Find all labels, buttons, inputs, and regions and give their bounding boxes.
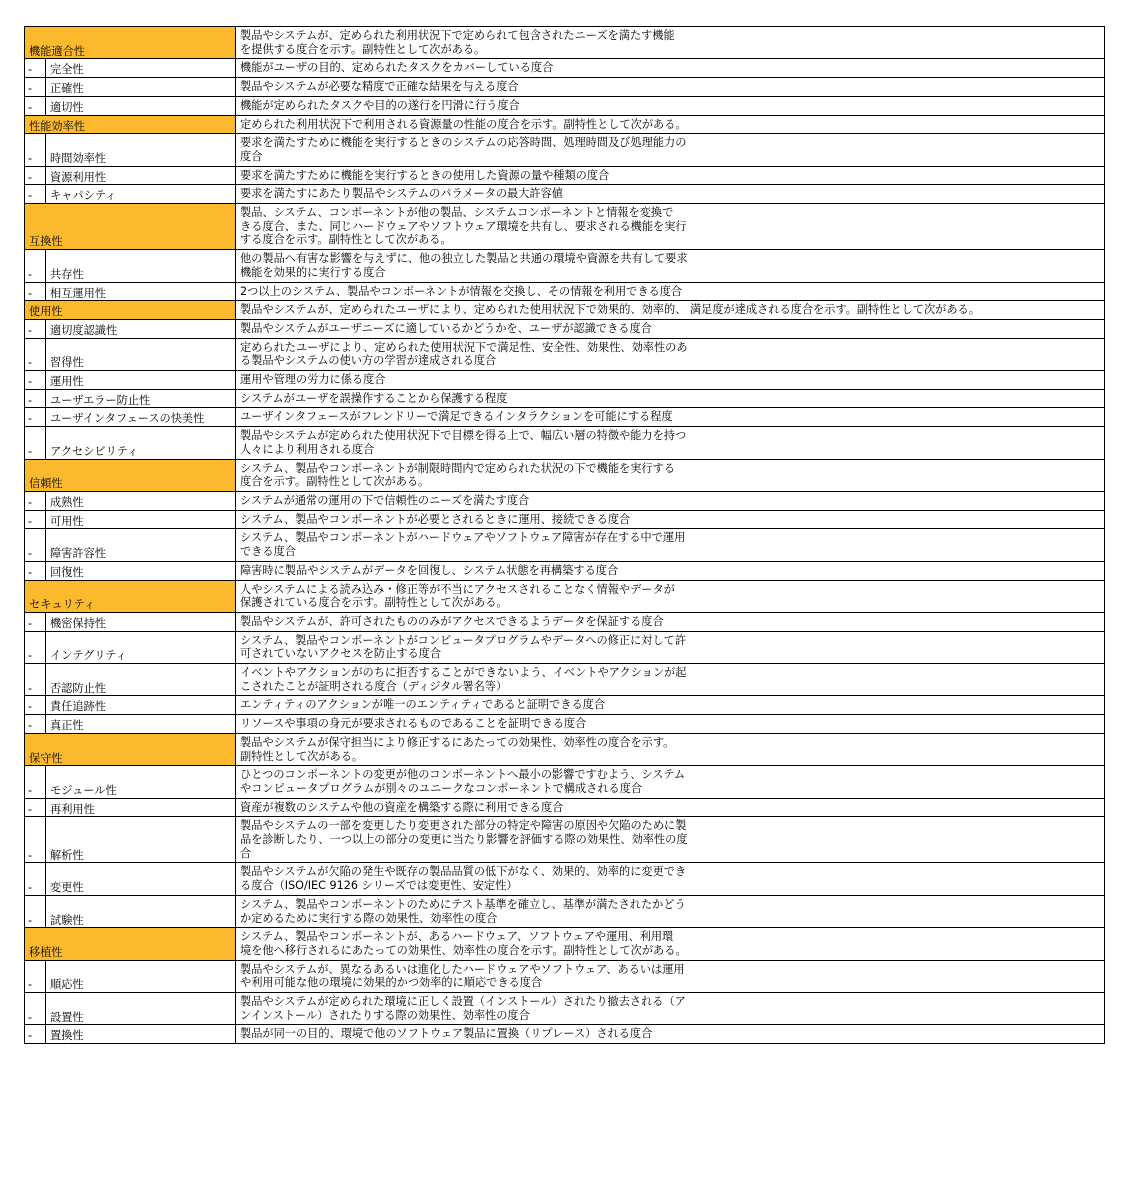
table-row: [25, 664, 1105, 696]
description-cell: [236, 338, 1105, 370]
description-line: 要求を満たすにあたり製品やシステムのパラメータの最大許容値: [240, 187, 563, 201]
row-marker: -: [25, 59, 46, 78]
subcharacteristic-name: 完全性: [46, 59, 236, 78]
category-name: 互換性: [25, 204, 236, 250]
subcharacteristic-name: 適切性: [46, 96, 236, 115]
description-line: システム、製品やコンポーネントがコンピュータプログラムやデータへの修正に対して許: [240, 633, 687, 647]
subcharacteristic-name: 障害許容性: [46, 529, 236, 561]
subcharacteristic-name: ユーザエラー防止性: [46, 389, 236, 408]
row-marker: -: [25, 166, 46, 185]
description-line: できる度合: [240, 545, 296, 559]
description-cell: [236, 96, 1105, 115]
description-line: 製品やシステムの一部を変更したり変更された部分の特定や障害の原因や欠陥のために製: [240, 819, 687, 833]
description-cell: [236, 282, 1105, 301]
category-name: 保守性: [25, 733, 236, 765]
table-row: [25, 817, 1105, 863]
description-line: システム、製品やコンポーネントのためにテスト基準を確立し、基準が満たされたかどう: [240, 897, 686, 911]
description-line: ンインストール）されたりする際の効果性、効率性の度合: [240, 1008, 530, 1022]
subcharacteristic-name: キャパシティ: [46, 185, 236, 204]
description-line: きる度合、また、同じハードウェアやソフトウェア環境を共有し、要求される機能を実行: [240, 219, 687, 233]
description-line: 製品やシステムが、許可されたもののみがアクセスできるようデータを保証する度合: [240, 614, 664, 628]
subcharacteristic-name: 否認防止性: [46, 664, 236, 696]
subcharacteristic-name: モジュール性: [46, 766, 236, 798]
table-row: [25, 319, 1105, 338]
row-marker: -: [25, 408, 46, 427]
description-cell: [236, 631, 1105, 663]
table-row: [25, 1025, 1105, 1044]
row-marker: -: [25, 895, 46, 927]
row-marker: -: [25, 338, 46, 370]
row-marker: -: [25, 993, 46, 1025]
description-line: やコンピュータプログラムが別々のユニークなコンポーネントで構成される度合: [240, 781, 643, 795]
description-line: 境を他へ移行されるにあたっての効果性、効率性の度合を示す。副特性として次がある。: [240, 943, 687, 957]
table-body: [25, 27, 1105, 1044]
description-line: ユーザインタフェースがフレンドリーで満足できるインタラクションを可能にする程度: [240, 410, 673, 424]
description-cell: [236, 371, 1105, 390]
subcharacteristic-name: 機密保持性: [46, 612, 236, 631]
row-marker: -: [25, 664, 46, 696]
description-line: 人々により利用される度合: [240, 442, 375, 456]
row-marker: -: [25, 491, 46, 510]
description-cell: [236, 580, 1105, 612]
description-line: 製品、システム、コンポーネントが他の製品、システムコンポーネントと情報を変換で: [240, 206, 674, 220]
description-line: システム、製品やコンポーネントが、あるハードウェア、ソフトウェアや運用、利用環: [240, 930, 674, 944]
description-cell: [236, 960, 1105, 992]
description-line: 他の製品へ有害な影響を与えずに、他の独立した製品と共通の環境や資源を共有して要求: [240, 252, 688, 266]
table-row: [25, 166, 1105, 185]
description-line: システムがユーザを誤操作することから保護する程度: [240, 391, 508, 405]
subcharacteristic-name: 変更性: [46, 863, 236, 895]
description-line: を提供する度合を示す。副特性として次がある。: [240, 42, 486, 56]
row-marker: -: [25, 96, 46, 115]
table-row: [25, 529, 1105, 561]
table-row: [25, 282, 1105, 301]
row-marker: -: [25, 319, 46, 338]
table-row: [25, 389, 1105, 408]
table-row: [25, 250, 1105, 282]
row-marker: -: [25, 282, 46, 301]
description-line: 製品やシステムが、定められた利用状況下で定められて包含されたニーズを満たす機能: [240, 29, 675, 42]
description-line: か定めるために実行する際の効果性、効率性の度合: [240, 911, 498, 925]
description-cell: [236, 301, 1105, 320]
description-line: 保護されている度合を示す。副特性として次がある。: [240, 596, 508, 610]
description-cell: [236, 561, 1105, 580]
category-row: [25, 733, 1105, 765]
description-line: 度合: [240, 149, 263, 163]
subcharacteristic-name: アクセシビリティ: [46, 427, 236, 459]
row-marker: -: [25, 960, 46, 992]
subcharacteristic-name: ユーザインタフェースの快美性: [46, 408, 236, 427]
description-line: システム、製品やコンポーネントが必要とされるときに運用、接続できる度合: [240, 512, 631, 526]
description-line: 製品やシステムが保守担当により修正するにあたっての効果性、効率性の度合を示す。: [240, 735, 675, 749]
subcharacteristic-name: 資源利用性: [46, 166, 236, 185]
row-marker: -: [25, 1025, 46, 1044]
table-row: [25, 510, 1105, 529]
subcharacteristic-name: 運用性: [46, 371, 236, 390]
row-marker: -: [25, 529, 46, 561]
description-cell: [236, 895, 1105, 927]
description-cell: [236, 817, 1105, 863]
description-line: 定められた利用状況下で利用される資源量の性能の度合を示す。副特性として次がある。: [240, 117, 687, 131]
description-line: 人やシステムによる読み込み・修正等が不当にアクセスされることなく情報やデータが: [240, 582, 675, 596]
description-cell: [236, 204, 1105, 250]
description-line: 製品やシステムが欠陥の発生や既存の製品品質の低下がなく、効果的、効率的に変更でき: [240, 865, 687, 879]
description-cell: [236, 664, 1105, 696]
subcharacteristic-name: 相互運用性: [46, 282, 236, 301]
category-name: 性能効率性: [25, 115, 236, 134]
description-cell: [236, 928, 1105, 960]
table-row: [25, 895, 1105, 927]
description-line: エンティティのアクションが唯一のエンティティであると証明できる度合: [240, 698, 606, 712]
description-line: る度合（ISO/IEC 9126 シリーズでは変更性、安定性）: [240, 879, 518, 893]
row-marker: -: [25, 715, 46, 734]
table-row: [25, 612, 1105, 631]
table-row: [25, 59, 1105, 78]
subcharacteristic-name: 成熟性: [46, 491, 236, 510]
description-line: する度合を示す。副特性として次がある。: [240, 233, 452, 247]
table-row: [25, 960, 1105, 992]
table-row: [25, 427, 1105, 459]
table-row: [25, 408, 1105, 427]
row-marker: -: [25, 134, 46, 166]
table-row: [25, 798, 1105, 817]
description-cell: [236, 491, 1105, 510]
description-line: システムが通常の運用の下で信頼性のニーズを満たす度合: [240, 493, 530, 507]
row-marker: -: [25, 766, 46, 798]
subcharacteristic-name: 共存性: [46, 250, 236, 282]
table-row: [25, 491, 1105, 510]
description-cell: [236, 993, 1105, 1025]
description-cell: [236, 733, 1105, 765]
description-line: 副特性として次がある。: [240, 749, 364, 763]
category-name: セキュリティ: [25, 580, 236, 612]
description-cell: [236, 27, 1105, 59]
description-line: 製品やシステムが定められた使用状況下で目標を得る上で、幅広い層の特徴や能力を持つ: [240, 429, 687, 443]
description-line: 機能を効果的に実行する度合: [240, 265, 386, 279]
description-line: 製品やシステムが、異なるあるいは進化したハードウェアやソフトウェア、あるいは運用: [240, 962, 685, 976]
description-line: こされたことが証明される度合（ディジタル署名等）: [240, 679, 508, 693]
description-cell: [236, 115, 1105, 134]
category-row: [25, 459, 1105, 491]
description-cell: [236, 59, 1105, 78]
description-cell: [236, 766, 1105, 798]
description-cell: [236, 166, 1105, 185]
subcharacteristic-name: 再利用性: [46, 798, 236, 817]
subcharacteristic-name: 可用性: [46, 510, 236, 529]
description-line: システム、製品やコンポーネントがハードウェアやソフトウェア障害が存在する中で運用: [240, 531, 686, 545]
table-row: [25, 696, 1105, 715]
description-line: 機能が定められたタスクや目的の遂行を円滑に行う度合: [240, 98, 520, 112]
row-marker: -: [25, 371, 46, 390]
description-line: 要求を満たすために機能を実行するときの使用した資源の量や種類の度合: [240, 168, 610, 182]
description-cell: [236, 408, 1105, 427]
row-marker: -: [25, 798, 46, 817]
description-line: 製品やシステムがユーザニーズに適しているかどうかを、ユーザが認識できる度合: [240, 321, 652, 335]
row-marker: -: [25, 78, 46, 97]
table-row: [25, 134, 1105, 166]
description-line: や利用可能な他の環境に効果的かつ効率的に順応できる度合: [240, 976, 543, 990]
table-row: [25, 78, 1105, 97]
description-line: 要求を満たすために機能を実行するときのシステムの応答時間、処理時間及び処理能力の: [240, 136, 687, 150]
row-marker: -: [25, 427, 46, 459]
description-line: 製品やシステムが必要な精度で正確な結果を与える度合: [240, 80, 519, 94]
description-line: 製品が同一の目的、環境で他のソフトウェア製品に置換（リプレース）される度合: [240, 1027, 653, 1041]
category-row: [25, 301, 1105, 320]
description-line: 定められたユーザにより、定められた使用状況下で満足性、安全性、効果性、効率性のあ: [240, 340, 688, 354]
description-cell: [236, 798, 1105, 817]
subcharacteristic-name: 習得性: [46, 338, 236, 370]
subcharacteristic-name: 責任追跡性: [46, 696, 236, 715]
table-row: [25, 631, 1105, 663]
description-line: る製品やシステムの使い方の学習が達成される度合: [240, 354, 497, 368]
row-marker: -: [25, 817, 46, 863]
category-name: 信頼性: [25, 459, 236, 491]
description-cell: [236, 185, 1105, 204]
table-row: [25, 715, 1105, 734]
quality-characteristics-table: [24, 26, 1105, 1044]
description-line: 運用や管理の労力に係る度合: [240, 373, 386, 387]
row-marker: -: [25, 561, 46, 580]
subcharacteristic-name: 設置性: [46, 993, 236, 1025]
row-marker: -: [25, 389, 46, 408]
subcharacteristic-name: 回復性: [46, 561, 236, 580]
category-row: [25, 204, 1105, 250]
subcharacteristic-name: インテグリティ: [46, 631, 236, 663]
category-name: 機能適合性: [25, 27, 236, 59]
description-line: システム、製品やコンポーネントが制限時間内で定められた状況の下で機能を実行する: [240, 461, 675, 475]
subcharacteristic-name: 順応性: [46, 960, 236, 992]
subcharacteristic-name: 試験性: [46, 895, 236, 927]
subcharacteristic-name: 時間効率性: [46, 134, 236, 166]
description-cell: [236, 78, 1105, 97]
description-line: ひとつのコンポーネントの変更が他のコンポーネントへ最小の影響ですむよう、システム: [240, 768, 686, 782]
description-cell: [236, 715, 1105, 734]
description-line: リソースや事項の身元が要求されるものであることを証明できる度合: [240, 717, 587, 731]
description-line: 障害時に製品やシステムがデータを回復し、システム状態を再構築する度合: [240, 563, 619, 577]
category-row: [25, 928, 1105, 960]
description-cell: [236, 510, 1105, 529]
table-row: [25, 766, 1105, 798]
subcharacteristic-name: 解析性: [46, 817, 236, 863]
description-cell: [236, 459, 1105, 491]
description-cell: [236, 319, 1105, 338]
subcharacteristic-name: 適切度認識性: [46, 319, 236, 338]
description-line: 品を診断したり、一つ以上の部分の変更に当たり影響を評価する際の効果性、効率性の度: [240, 833, 688, 847]
description-cell: [236, 134, 1105, 166]
row-marker: -: [25, 510, 46, 529]
row-marker: -: [25, 863, 46, 895]
description-cell: [236, 696, 1105, 715]
description-line: 可されていないアクセスを防止する度合: [240, 647, 442, 661]
table-row: [25, 561, 1105, 580]
description-line: 度合を示す。副特性として次がある。: [240, 475, 430, 489]
subcharacteristic-name: 置換性: [46, 1025, 236, 1044]
category-row: [25, 580, 1105, 612]
subcharacteristic-name: 真正性: [46, 715, 236, 734]
description-cell: [236, 1025, 1105, 1044]
description-line: イベントやアクションがのちに拒否することができないよう、イベントやアクションが起: [240, 666, 687, 680]
row-marker: -: [25, 612, 46, 631]
description-cell: [236, 863, 1105, 895]
category-row: [25, 27, 1105, 59]
subcharacteristic-name: 正確性: [46, 78, 236, 97]
description-line: 製品やシステムが定められた環境に正しく設置（インストール）されたり撤去される（ア: [240, 995, 686, 1009]
row-marker: -: [25, 631, 46, 663]
row-marker: -: [25, 696, 46, 715]
description-line: 合: [240, 846, 252, 860]
category-name: 移植性: [25, 928, 236, 960]
table-row: [25, 96, 1105, 115]
description-cell: [236, 612, 1105, 631]
row-marker: -: [25, 250, 46, 282]
row-marker: -: [25, 185, 46, 204]
table-row: [25, 863, 1105, 895]
table-row: [25, 993, 1105, 1025]
table-row: [25, 185, 1105, 204]
description-cell: [236, 250, 1105, 282]
table-row: [25, 338, 1105, 370]
description-line: 資産が複数のシステムや他の資産を構築する際に利用できる度合: [240, 800, 564, 814]
description-line: 2つ以上のシステム、製品やコンポーネントが情報を交換し、その情報を利用できる度合: [240, 284, 683, 298]
description-line: 機能がユーザの目的、定められたタスクをカバーしている度合: [240, 61, 554, 75]
description-cell: [236, 529, 1105, 561]
description-cell: [236, 389, 1105, 408]
description-line: 製品やシステムが、定められたユーザにより、定められた使用状況下で効果的、効率的、 満足度が達成される度合を示す。副特性として次がある。: [240, 303, 980, 317]
category-name: 使用性: [25, 301, 236, 320]
category-row: [25, 115, 1105, 134]
table-row: [25, 371, 1105, 390]
description-cell: [236, 427, 1105, 459]
